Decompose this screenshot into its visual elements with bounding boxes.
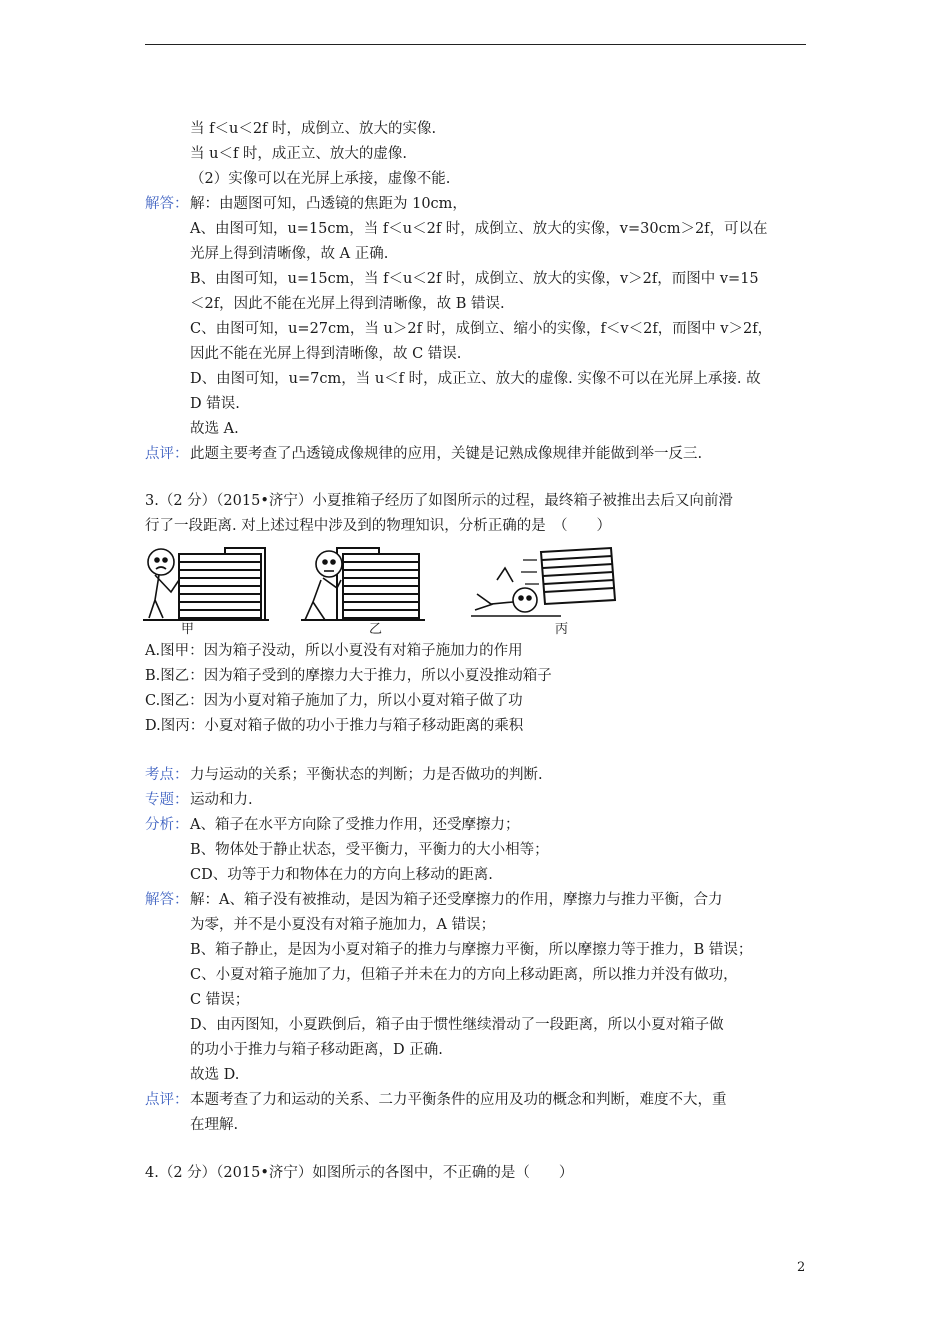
q2-line: 当 u＜f 时，成正立、放大的虚像. xyxy=(190,146,408,162)
q3-comment-line: 在理解. xyxy=(190,1117,239,1133)
q3-answer-label: 解答： xyxy=(145,892,189,908)
q2-line: （2）实像可以在光屏上承接，虚像不能. xyxy=(190,171,451,187)
q3-option-d: D.图丙：小夏对箱子做的功小于推力与箱子移动距离的乘积 xyxy=(145,718,524,734)
q3-answer-line: D、由丙图知，小夏跌倒后，箱子由于惯性继续滑动了一段距离，所以小夏对箱子做 xyxy=(190,1017,724,1033)
q3-fenxi-line: B、物体处于静止状态，受平衡力，平衡力的大小相等； xyxy=(190,842,549,858)
q2-answer-line: D 错误. xyxy=(190,396,240,412)
q4-stem: 4.（2 分）（2015•济宁）如图所示的各图中，不正确的是（ ） xyxy=(145,1165,574,1181)
q2-answer-line: 故选 A. xyxy=(190,421,239,437)
q2-answer-line: A、由图可知，u=15cm，当 f＜u＜2f 时，成倒立、放大的实像，v=30cm＞2f，可以在 xyxy=(190,221,768,237)
q3-kaodian-label: 考点： xyxy=(145,767,189,783)
q2-answer-line: 光屏上得到清晰像，故 A 正确. xyxy=(190,246,389,262)
figure-label-yi: 乙 xyxy=(369,622,383,637)
q3-option-b: B.图乙：因为箱子受到的摩擦力大于推力，所以小夏没推动箱子 xyxy=(145,668,552,684)
q3-answer-line: 解：A、箱子没有被推动，是因为箱子还受摩擦力的作用，摩擦力与推力平衡，合力 xyxy=(190,892,723,908)
q3-answer-line: 的功小于推力与箱子移动距离，D 正确. xyxy=(190,1042,443,1058)
q3-fenxi-line: A、箱子在水平方向除了受推力作用，还受摩擦力； xyxy=(190,817,520,833)
q2-comment-label: 点评： xyxy=(145,446,189,462)
q3-comment-label: 点评： xyxy=(145,1092,189,1108)
q3-answer-line: C 错误； xyxy=(190,992,250,1008)
figure-jia-boy xyxy=(148,549,179,618)
q3-option-a: A.图甲：因为箱子没动，所以小夏没有对箱子施加力的作用 xyxy=(145,643,523,659)
q2-answer-line: D、由图可知，u=7cm，当 u＜f 时，成正立、放大的虚像. 实像不可以在光屏上承接. 故 xyxy=(190,371,761,387)
q3-fenxi-line: CD、功等于力和物体在力的方向上移动的距离. xyxy=(190,867,493,883)
figure-label-bing: 丙 xyxy=(555,622,569,637)
q3-stem-line: 3.（2 分）（2015•济宁）小夏推箱子经历了如图所示的过程，最终箱子被推出去后又向前滑 xyxy=(145,493,733,509)
figure-label-jia: 甲 xyxy=(181,622,195,637)
page-number: 2 xyxy=(797,1260,806,1275)
q2-answer-label: 解答： xyxy=(145,196,189,212)
q3-fenxi-label: 分析： xyxy=(145,817,189,833)
q3-answer-line: B、箱子静止，是因为小夏对箱子的推力与摩擦力平衡，所以摩擦力等于推力，B 错误； xyxy=(190,942,753,958)
q3-answer-line: C、小夏对箱子施加了力，但箱子并未在力的方向上移动距离，所以推力并没有做功， xyxy=(190,967,738,983)
q3-comment-line: 本题考查了力和运动的关系、二力平衡条件的应用及功的概念和判断，难度不大，重 xyxy=(190,1092,727,1108)
q2-comment: 此题主要考查了凸透镜成像规律的应用，关键是记熟成像规律并能做到举一反三. xyxy=(190,446,703,462)
q3-answer-line: 为零，并不是小夏没有对箱子施加力，A 错误； xyxy=(190,917,496,933)
q2-answer-line: 因此不能在光屏上得到清晰像，故 C 错误. xyxy=(190,346,462,362)
q2-line: 当 f＜u＜2f 时，成倒立、放大的实像. xyxy=(190,121,437,137)
q3-stem-line: 行了一段距离. 对上述过程中涉及到的物理知识，分析正确的是 （ ） xyxy=(145,518,611,534)
q2-answer-line: B、由图可知，u=15cm，当 f＜u＜2f 时，成倒立、放大的实像，v＞2f，而图中 v=15 xyxy=(190,271,759,287)
q3-figure xyxy=(141,540,621,640)
q3-answer-line: 故选 D. xyxy=(190,1067,240,1083)
q2-answer-line: 解：由题图可知，凸透镜的焦距为 10cm， xyxy=(190,196,467,212)
q3-zhuanti-label: 专题： xyxy=(145,792,189,808)
q3-kaodian: 力与运动的关系；平衡状态的判断；力是否做功的判断. xyxy=(190,767,543,783)
q3-option-c: C.图乙：因为小夏对箱子施加了力，所以小夏对箱子做了功 xyxy=(145,693,523,709)
q2-answer-line: ＜2f，因此不能在光屏上得到清晰像，故 B 错误. xyxy=(190,296,505,312)
q2-answer-line: C、由图可知，u=27cm，当 u＞2f 时，成倒立、缩小的实像，f＜v＜2f，而图中 v＞2f， xyxy=(190,321,773,337)
q3-zhuanti: 运动和力. xyxy=(190,792,253,808)
header-rule xyxy=(145,44,806,45)
